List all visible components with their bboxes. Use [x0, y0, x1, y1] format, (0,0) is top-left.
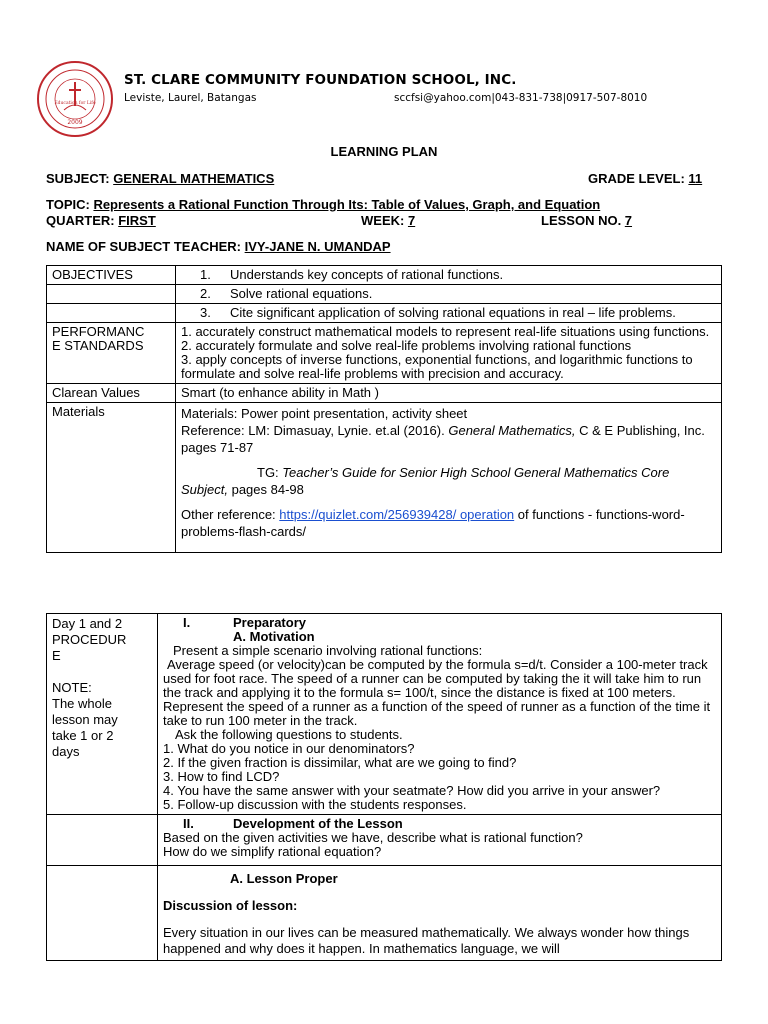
lesson-value: 7 — [624, 213, 633, 228]
page-title: LEARNING PLAN — [330, 144, 438, 159]
learning-plan-table — [46, 265, 722, 553]
grade-value: 11 — [688, 171, 703, 186]
objective-text: Solve rational equations. — [230, 286, 373, 301]
reference-title: General Mathematics, — [448, 423, 576, 438]
tg-suffix: pages 84-98 — [227, 482, 304, 497]
development-row — [47, 815, 722, 866]
lesson-line — [541, 213, 632, 228]
lesson-proper-row — [47, 866, 722, 961]
grade-line — [588, 171, 702, 186]
lesson-proper-cell — [158, 866, 722, 961]
procedure-label: E — [52, 648, 61, 663]
section-title: Preparatory — [233, 615, 306, 630]
question-item: 3. How to find LCD? — [163, 769, 280, 784]
empty-label-cell — [47, 866, 158, 961]
tg-title: Teacher’s Guide for Senior High School General Mathematics Core Subject, — [181, 465, 670, 497]
day-label: Day 1 and 2 — [52, 616, 123, 631]
school-name: ST. CLARE COMMUNITY FOUNDATION SCHOOL, INC. — [124, 72, 517, 88]
development-text: Based on the given activities we have, describe what is rational function? — [163, 830, 583, 845]
materials-text: Materials: Power point presentation, activity sheet — [181, 406, 468, 421]
question-item: 5. Follow-up discussion with the students responses. — [163, 797, 467, 812]
objective-text: Understands key concepts of rational functions. — [230, 267, 504, 282]
values-row — [47, 384, 722, 403]
procedure-label: PROCEDUR — [52, 632, 127, 647]
empty-label-cell — [47, 815, 158, 866]
objective-item — [176, 266, 722, 285]
preparatory-row — [47, 614, 722, 815]
grade-label: GRADE LEVEL: — [588, 171, 689, 186]
subject-label: SUBJECT: — [46, 171, 114, 186]
quarter-label: QUARTER: — [46, 213, 119, 228]
week-label: WEEK: — [361, 213, 408, 228]
performance-item: 2. accurately formulate and solve real-life problems involving rational functions — [181, 338, 632, 353]
section-number: II. — [183, 816, 194, 831]
discussion-text: Every situation in our lives can be measured mathematically. We always wonder how things happened and why does it happen. In mathematics language, we will — [163, 925, 690, 956]
objective-number: 3. — [200, 305, 211, 320]
objective-item — [176, 304, 722, 323]
question-item: 4. You have the same answer with your seatmate? How did you arrive in your answer? — [163, 783, 661, 798]
questions-intro: Ask the following questions to students. — [175, 727, 403, 742]
motivation-heading: A. Motivation — [233, 629, 315, 644]
tg-prefix: TG: — [257, 465, 283, 480]
procedure-table — [46, 613, 722, 961]
reference-prefix: Reference: LM: Dimasuay, Lynie. et.al (2016). — [181, 423, 449, 438]
objectives-label-cont — [47, 304, 176, 323]
objectives-label-cont — [47, 285, 176, 304]
school-seal-logo — [36, 60, 114, 138]
note-text: lesson may — [52, 712, 118, 727]
school-contact: sccfsi@yahoo.com|043-831-738|0917-507-8010 — [394, 92, 648, 104]
quizlet-link[interactable]: https://quizlet.com/256939428/ operation — [279, 507, 515, 522]
quarter-value: FIRST — [118, 213, 156, 228]
development-text: How do we simplify rational equation? — [163, 844, 382, 859]
note-text: The whole — [52, 696, 112, 711]
objective-item — [176, 285, 722, 304]
procedure-label-cell — [47, 614, 158, 815]
week-value: 7 — [407, 213, 416, 228]
topic-line — [46, 197, 600, 212]
values-text: Smart (to enhance ability in Math ) — [176, 384, 722, 403]
performance-label-part: PERFORMANC — [52, 324, 145, 339]
lesson-proper-heading: A. Lesson Proper — [230, 871, 338, 886]
development-cell — [158, 815, 722, 866]
objective-number: 1. — [200, 267, 211, 282]
teacher-line — [46, 239, 391, 254]
section-title: Development of the Lesson — [233, 816, 403, 831]
topic-value: Represents a Rational Function Through Its: Table of Values, Graph, and Equation — [93, 197, 601, 212]
objectives-row — [47, 285, 722, 304]
lesson-label: LESSON NO. — [541, 213, 625, 228]
preparatory-cell — [158, 614, 722, 815]
other-suffix: of functions - functions-word-problems-flash-cards/ — [181, 507, 685, 539]
section-heading — [163, 817, 716, 831]
other-prefix: Other reference: — [181, 507, 280, 522]
motivation-intro: Present a simple scenario involving rational functions: — [173, 643, 483, 658]
objectives-row — [47, 304, 722, 323]
motivation-body: Average speed (or velocity)can be computed by the formula s=d/t. Consider a 100-meter track used for foot race. The speed of a runner can be computed by taking the it will take him to run the track and applying it to the formula s= 100/t, since the distance is fixed at 100 meters. Represent the speed of a runner as a function of the speed of runner as a function of the time it take to run 100 meter in the track. — [163, 657, 711, 728]
seal-year: 2009 — [67, 119, 83, 126]
materials-cell — [176, 403, 722, 553]
subject-line — [46, 171, 274, 186]
performance-standards — [176, 323, 722, 384]
note-text: take 1 or 2 — [52, 728, 114, 743]
subject-value: GENERAL MATHEMATICS — [113, 171, 275, 186]
seal-motto: Education for Life — [54, 101, 96, 106]
reference-suffix: C & E Publishing, Inc. pages 71-87 — [181, 423, 705, 455]
materials-label: Materials — [47, 403, 176, 553]
note-text: days — [52, 744, 80, 759]
discussion-heading: Discussion of lesson: — [163, 898, 298, 913]
objectives-row — [47, 266, 722, 285]
performance-item: 3. apply concepts of inverse functions, exponential functions, and logarithmic functions to formulate and solve real-life problems with precision and accuracy. — [181, 352, 693, 381]
tg-reference — [181, 464, 716, 498]
objective-text: Cite significant application of solving rational equations in real – life problems. — [230, 305, 676, 320]
performance-row — [47, 323, 722, 384]
question-item: 2. If the given fraction is dissimilar, what are we going to find? — [163, 755, 517, 770]
performance-label-part: E STANDARDS — [52, 338, 144, 353]
values-label: Clarean Values — [47, 384, 176, 403]
topic-label: TOPIC: — [46, 197, 94, 212]
materials-row — [47, 403, 722, 553]
objective-number: 2. — [200, 286, 211, 301]
note-label: NOTE: — [52, 680, 92, 695]
school-address: Leviste, Laurel, Batangas — [124, 92, 257, 104]
other-reference — [181, 506, 716, 540]
section-number: I. — [183, 615, 191, 630]
school-header — [36, 60, 736, 130]
teacher-label: NAME OF SUBJECT TEACHER: — [46, 239, 245, 254]
question-item: 1. What do you notice in our denominators? — [163, 741, 415, 756]
reference-text — [181, 422, 716, 456]
quarter-line — [46, 213, 156, 228]
teacher-value: IVY-JANE N. UMANDAP — [244, 239, 391, 254]
performance-item: 1. accurately construct mathematical models to represent real-life situations using functions. — [181, 324, 710, 339]
objectives-label: OBJECTIVES — [47, 266, 176, 285]
section-heading — [163, 616, 716, 630]
performance-label — [47, 323, 176, 384]
week-line — [361, 213, 415, 228]
